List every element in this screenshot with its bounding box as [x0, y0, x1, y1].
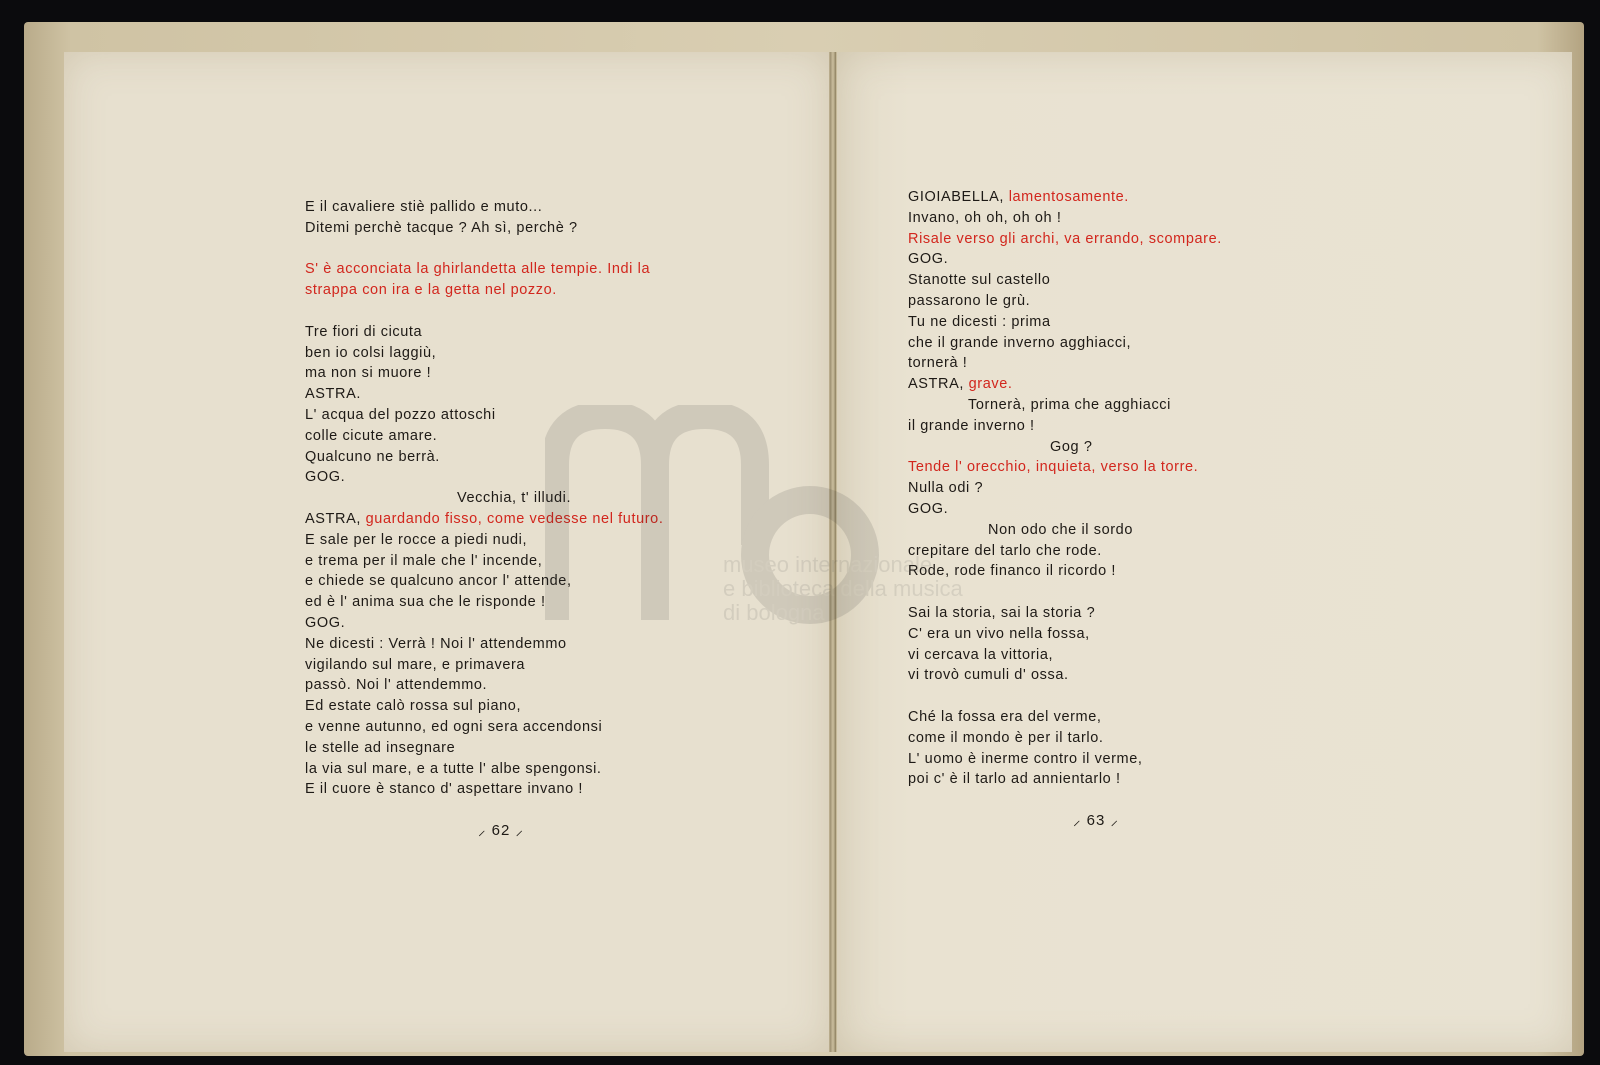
verse-line: Qualcuno ne berrà. [305, 448, 440, 465]
verse-line: L' uomo è inerme contro il verme, [908, 750, 1143, 767]
verse-line: Ne dicesti : Verrà ! Noi l' attendemmo [305, 635, 567, 652]
verse-line: e trema per il male che l' incende, [305, 552, 543, 569]
verse-line: come il mondo è per il tarlo. [908, 729, 1104, 746]
verse-line: GOG. [908, 500, 949, 517]
speaker-line [908, 374, 1222, 395]
verse-line: passarono le grù. [908, 292, 1031, 309]
verse-line: che il grande inverno agghiacci, [908, 334, 1132, 351]
verse-line: Tre fiori di cicuta [305, 323, 423, 340]
folio-ornament-left: ⸝ [1073, 812, 1087, 829]
verse-line: Vecchia, t' illudi. [457, 490, 572, 507]
verse-line: e chiede se qualcuno ancor l' attende, [305, 573, 572, 590]
stage-direction-line: strappa con ira e la getta nel pozzo. [305, 282, 557, 299]
speaker-line [305, 509, 663, 530]
left-page-folio [478, 820, 524, 840]
verse-line: Gog ? [1050, 438, 1093, 455]
verse-line: ma non si muore ! [305, 365, 432, 382]
speaker-name: GIOIABELLA, [908, 189, 1009, 205]
verse-line: Invano, oh oh, oh oh ! [908, 209, 1062, 226]
verse-line: vi trovò cumuli d' ossa. [908, 667, 1069, 684]
right-page-text [908, 187, 1222, 790]
right-page-folio [1073, 810, 1119, 830]
blank-line [908, 582, 1222, 603]
folio-ornament-right: ⸝ [510, 822, 525, 839]
stage-direction-line: S' è acconciata la ghirlandetta alle tempie. Indi la [305, 261, 651, 278]
blank-line [305, 301, 663, 322]
verse-line: E sale per le rocce a piedi nudi, [305, 531, 528, 548]
verse-line: Rode, rode financo il ricordo ! [908, 563, 1117, 580]
verse-line: E il cavaliere stiè pallido e muto... [305, 199, 543, 215]
blank-line [908, 686, 1222, 707]
stage-direction: guardando fisso, come vedesse nel futuro. [365, 510, 664, 527]
verse-line: ASTRA. [305, 386, 361, 403]
verse-line: C' era un vivo nella fossa, [908, 625, 1090, 642]
verse-line: GOG. [305, 614, 346, 631]
verse-line: Sai la storia, sai la storia ? [908, 604, 1096, 621]
verse-line: vi cercava la vittoria, [908, 646, 1054, 663]
verse-line: Non odo che il sordo [988, 521, 1133, 538]
speaker-name: ASTRA, [305, 510, 366, 527]
verse-line: e venne autunno, ed ogni sera accendonsi [305, 718, 603, 735]
verse-line: Tornerà, prima che agghiacci [968, 396, 1171, 413]
verse-line: GOG. [305, 469, 346, 486]
verse-line: L' acqua del pozzo attoschi [305, 406, 496, 423]
verse-line: colle cicute amare. [305, 427, 438, 444]
verse-line: Ché la fossa era del verme, [908, 708, 1102, 725]
folio-number: 63 [1086, 812, 1106, 829]
verse-line: il grande inverno ! [908, 417, 1035, 434]
verse-line: ed è l' anima sua che le risponde ! [305, 594, 546, 611]
verse-line: passò. Noi l' attendemmo. [305, 677, 488, 694]
verse-line: Tu ne dicesti : prima [908, 313, 1051, 330]
speaker-line [908, 187, 1222, 208]
stage-direction-line: Risale verso gli archi, va errando, scompare. [908, 230, 1222, 247]
verse-line: E il cuore è stanco d' aspettare invano ! [305, 781, 584, 798]
verse-line: ben io colsi laggiù, [305, 344, 437, 361]
verse-line: le stelle ad insegnare [305, 739, 456, 756]
verse-line: Nulla odi ? [908, 480, 984, 497]
verse-line: GOG. [908, 251, 949, 268]
verse-line: tornerà ! [908, 355, 968, 372]
verse-line: Stanotte sul castello [908, 272, 1051, 289]
verse-line: vigilando sul mare, e primavera [305, 656, 526, 673]
verse-line: la via sul mare, e a tutte l' albe spengonsi. [305, 760, 602, 777]
stage-direction: lamentosamente. [1008, 189, 1129, 205]
speaker-name: ASTRA, [908, 376, 969, 393]
verse-line: Ed estate calò rossa sul piano, [305, 698, 522, 715]
blank-line [305, 239, 663, 260]
verse-line: poi c' è il tarlo ad annientarlo ! [908, 771, 1121, 788]
book-spread [24, 22, 1584, 1056]
folio-ornament-right: ⸝ [1105, 812, 1120, 829]
stage-direction-line: Tende l' orecchio, inquieta, verso la torre. [908, 459, 1199, 476]
folio-number: 62 [491, 822, 511, 839]
stage-direction: grave. [968, 376, 1013, 393]
verse-line: Ditemi perchè tacque ? Ah sì, perchè ? [305, 219, 578, 236]
left-page-text [305, 197, 663, 800]
verse-line: crepitare del tarlo che rode. [908, 542, 1102, 559]
folio-ornament-left: ⸝ [478, 822, 492, 839]
